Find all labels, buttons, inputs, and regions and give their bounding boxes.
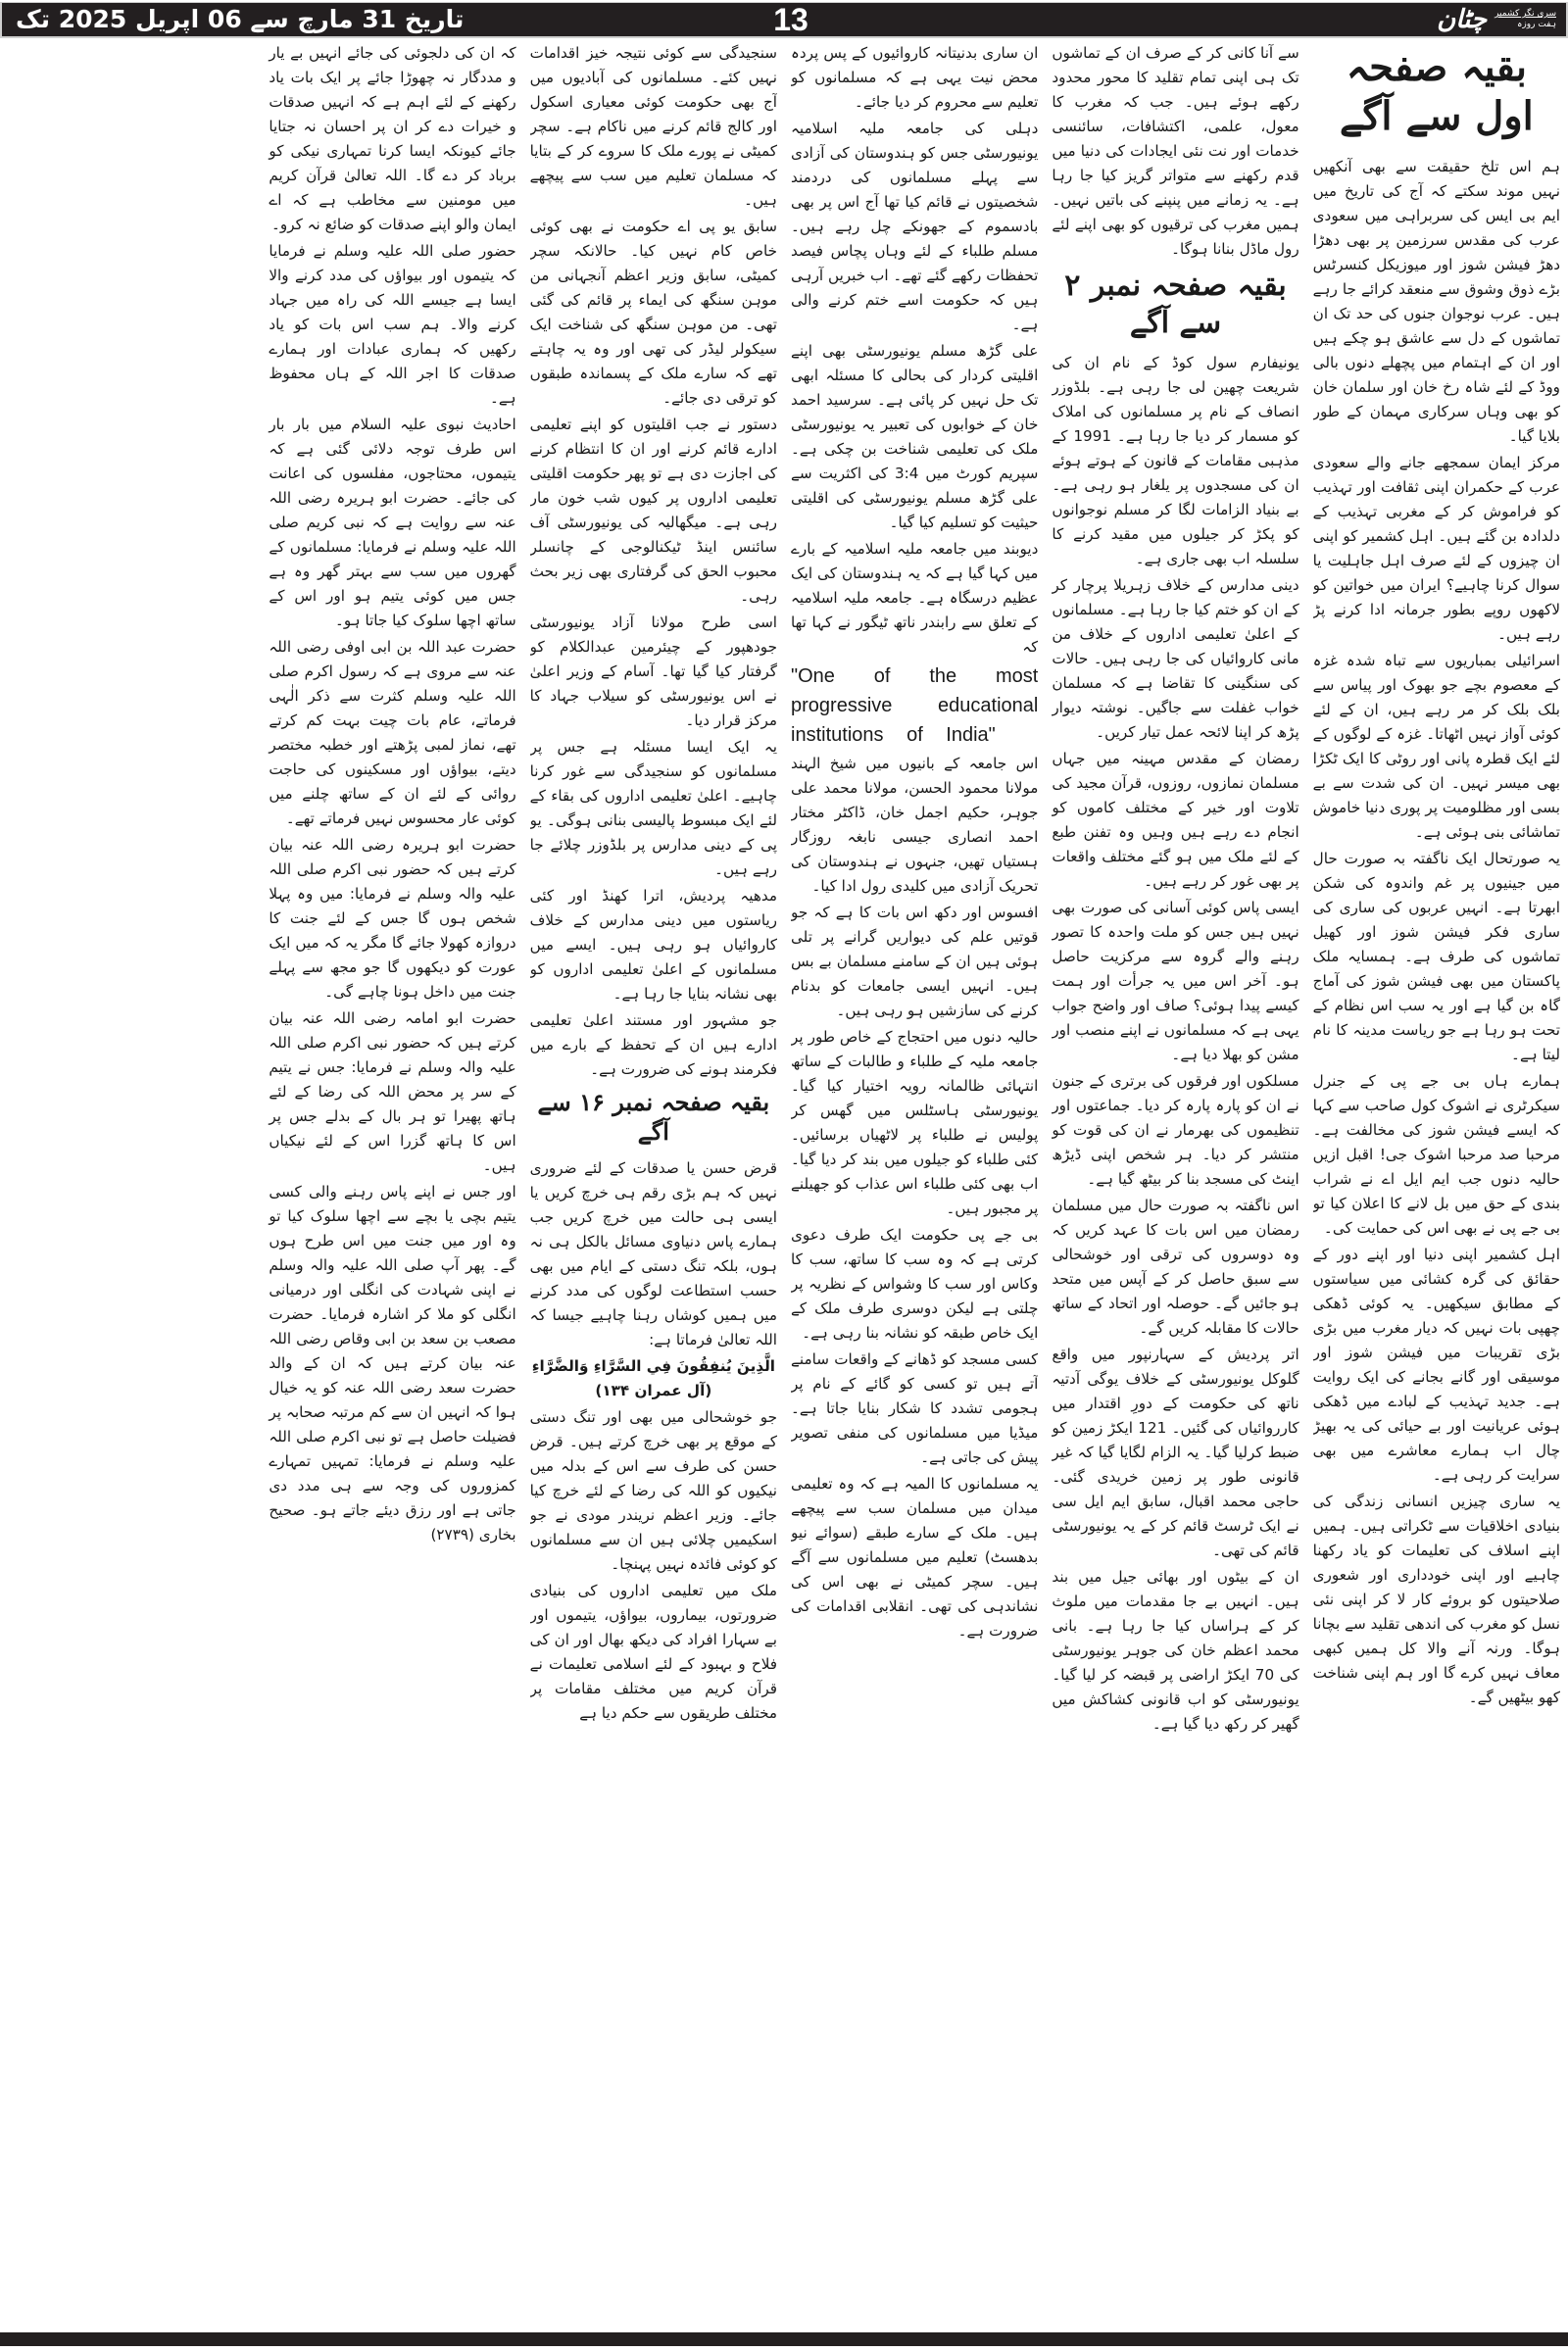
page-number: 13 bbox=[773, 2, 808, 37]
article-paragraph: حالیہ دنوں میں احتجاج کے خاص طور پر جامعہ ملیہ کے طلباء و طالبات کے ساتھ انتہائی ظالمانہ رویہ اختیار کیا گیا۔ یونیورسٹی ہاسٹلس میں گھس کر پولیس نے طلباء پر لاٹھیاں برسائیں۔ کئی طلباء کو جیلوں میں بند کر دیا گیا۔ اب بھی کئی طلباء اس عذاب کو جھیلنے پر مجبور ہیں۔ bbox=[791, 1028, 1039, 1217]
article-paragraph: اسرائیلی بمباریوں سے تباہ شدہ غزہ کے معصوم بچے جو بھوک اور پیاس سے بلک بلک کر مر رہے ہیں، ان کے لئے کوئی آواز نہیں اٹھاتا۔ غزہ کے لوگوں کے لئے ایک قطرہ پانی اور روٹی کا ایک ٹکڑا بھی میسر نہیں۔ ان کی شدت سے بے بسی اور مظلومیت پر پوری دنیا خاموش تماشائی بنی ہوئی ہے۔ bbox=[1312, 652, 1560, 841]
article-paragraph: ایسی پاس کوئی آسانی کی صورت بھی نہیں ہیں جس کو ملت واحدہ کا تصور رہنے والے گروہ سے مرکزیت حاصل ہو۔ آخر اس میں یہ جرأت اور ہمت کیسے پیدا ہوئی؟ صاف اور واضح جواب یہی ہے کہ مسلمانوں نے اپنے منصب اور مشن کو بھلا دیا ہے۔ bbox=[1052, 899, 1299, 1063]
quran-verse: الَّذِينَ يُنفِقُونَ فِي السَّرَّاءِ وَالضَّرَّاءِ (آل عمران ۱۳۴) bbox=[531, 1357, 775, 1399]
article-paragraph: بی جے پی حکومت ایک طرف دعوی کرتی ہے کہ وہ سب کا ساتھ، سب کا وکاس اور سب کا وشواس کے نظریہ پر چلتی ہے لیکن دوسری طرف ملک کے ایک خاص طبقہ کو نشانہ بنا رہی ہے۔ bbox=[791, 1226, 1039, 1342]
article-paragraph: سے آنا کانی کر کے صرف ان کے تماشوں تک ہی اپنی تمام تقلید کا محور محدود رکھے ہوئے ہیں۔ جب کہ مغرب کا معول، علمی، اکتشافات، سائنسی خدمات اور نت نئی ایجادات کی دنیا میں قدم رکھنے سے متواتر گریز کیا جا رہا ہے۔ یہ زمانے میں پنپنے کی باتیں نہیں۔ ہمیں مغرب کی ترقیوں کو بھی اپنے لئے رول ماڈل بنانا ہوگا۔ bbox=[1052, 44, 1299, 258]
article-paragraph: کہ ان کی دلجوئی کی جائے انہیں بے یار و مددگار نہ چھوڑا جائے پر ایک بات یاد رکھنے کے لئے اہم ہے کہ انہیں صدقات و خیرات دے کر ان پر احسان نہ جتایا جائے کیونکہ ایسا کرنا تمہاری نیکی کو برباد کر دے گا۔ اللہ تعالیٰ قرآن کریم میں مومنین سے مخاطب ہے کہ اے ایمان والو اپنے صدقات کو ضائع نہ کرو۔ bbox=[269, 44, 516, 233]
article-paragraph: دیوبند میں جامعہ ملیہ اسلامیہ کے بارے میں کہا گیا ہے کہ یہ ہندوستان کی ایک عظیم درسگاہ ہے۔ جامعہ ملیہ اسلامیہ کے تعلق سے رابندر ناتھ ٹیگور نے کہا تھا کہ bbox=[791, 540, 1039, 656]
article-paragraph: حضور صلی اللہ علیہ وسلم نے فرمایا کہ یتیموں اور بیواؤں کی مدد کرنے والا ایسا ہے جیسے اللہ کی راہ میں جہاد کرنے والا۔ ہم سب اس بات کو یاد رکھیں کہ ہماری عبادات اور ہمارے صدقات کا اجر اللہ کے ہاں محفوظ ہے۔ bbox=[269, 242, 516, 407]
article-paragraph: یہ مسلمانوں کا المیہ ہے کہ وہ تعلیمی میدان میں مسلمان سب سے پیچھے ہیں۔ ملک کے سارے طبقے (سوائے نیو بدھسٹ) تعلیم میں مسلمانوں سے آگے ہیں۔ سچر کمیٹی نے بھی اس کی نشاندہی کی تھی۔ انقلابی اقدامات کی ضرورت ہے۔ bbox=[791, 1475, 1039, 1640]
article-paragraph: مسلکوں اور فرقوں کی برتری کے جنون نے ان کو پارہ پارہ کر دیا۔ جماعتوں اور تنظیموں کی بھرمار نے ان کی قوت کو منتشر کر دیا۔ ہر شخص اپنی ڈیڑھ اینٹ کی مسجد بنا کر بیٹھ گیا ہے۔ bbox=[1052, 1072, 1299, 1188]
article-paragraph: ملک میں تعلیمی اداروں کی بنیادی ضرورتوں، بیماروں، بیواؤں، یتیموں اور بے سہارا افراد کی دیکھ بھال اور ان کی فلاح و بہبود کے لئے اسلامی تعلیمات نے قرآن کریم میں مختلف مقامات پر مختلف طریقوں سے حکم دیا ہے bbox=[529, 1582, 778, 1722]
logo-city: سری نگر کشمیر bbox=[1494, 9, 1556, 19]
article-paragraph: رمضان کے مقدس مہینہ میں جہاں مسلمان نمازوں، روزوں، قرآن مجید کی تلاوت اور خیر کے مختلف کاموں کو انجام دے رہے ہیں وہیں وہ تفنن طبع کے لئے ملک میں ہو گئے مختلف واقعات پر بھی غور کر رہے ہیں۔ bbox=[1052, 750, 1299, 890]
article-paragraph: جو مشہور اور مستند اعلیٰ تعلیمی ادارے ہیں ان کے تحفظ کے بارے میں فکرمند ہونے کی ضرورت ہے۔ bbox=[529, 1011, 778, 1078]
newspaper-logo bbox=[1437, 3, 1556, 36]
column-5-flow bbox=[8, 41, 516, 2315]
article-paragraph: حضرت ابو امامہ رضی اللہ عنہ بیان کرتے ہیں کہ حضور نبی اکرم صلی اللہ علیہ والہ وسلم نے فرمایا: جس نے یتیم کے سر پر محض اللہ کی رضا کے لئے ہاتھ پھیرا تو ہر بال کے بدلے جس پر اس کا ہاتھ گزرا اس کے لئے نیکیاں ہیں۔ bbox=[269, 1009, 516, 1174]
section-heading-page-2-continued: بقیہ صفحہ نمبر ۲ سے آگے bbox=[1064, 269, 1287, 340]
article-paragraph: اس ناگفتہ بہ صورت حال میں مسلمان رمضان میں اس بات کا عہد کریں کہ وہ دوسروں کی ترقی اور خوشحالی سے سبق حاصل کر کے آپس میں متحد ہو جائیں گے۔ حوصلہ اور اتحاد کے ساتھ حالات کا مقابلہ کریں گے۔ bbox=[1052, 1197, 1299, 1337]
article-paragraph: حضرت ابو ہریرہ رضی اللہ عنہ بیان کرتے ہیں کہ حضور نبی اکرم صلی اللہ علیہ والہ وسلم نے فرمایا: میں وہ پہلا شخص ہوں گا جس کے لئے جنت کا دروازہ کھولا جائے گا مگر یہ کہ میں ایک عورت کو دیکھوں گا جو مجھ سے پہلے جنت میں داخل ہونا چاہے گی۔ bbox=[269, 836, 516, 1001]
article-paragraph: ان کے بیٹوں اور بھائی جیل میں بند ہیں۔ انہیں بے جا مقدمات میں ملوث کر کے ہراساں کیا جا رہا ہے۔ بانی محمد اعظم خان کی جوہر یونیورسٹی کی 70 ایکڑ اراضی پر قبضہ کر لیا گیا۔ یونیورسٹی کو اب قانونی کشاکش میں گھیر کر رکھ دیا گیا ہے۔ bbox=[1052, 1568, 1299, 1733]
article-paragraph: مدھیہ پردیش، اترا کھنڈ اور کئی ریاستوں میں دینی مدارس کے خلاف کاروائیاں ہو رہی ہیں۔ ایسے میں مسلمانوں کے اعلیٰ تعلیمی اداروں کو بھی نشانہ بنایا جا رہا ہے۔ bbox=[529, 887, 778, 1003]
column-5 bbox=[8, 41, 516, 2315]
article-paragraph: اس جامعہ کے بانیوں میں شیخ الہند مولانا محمود الحسن، مولانا محمد علی جوہر، حکیم اجمل خان، ڈاکٹر مختار احمد انصاری جیسی نابغہ روزگار ہستیاں تھیں، جنہوں نے ہندوستان کی تحریک آزادی میں کلیدی رول ادا کیا۔ bbox=[791, 755, 1039, 895]
logo-frequency: ہفت روزہ bbox=[1517, 20, 1556, 29]
article-paragraph: سنجیدگی سے کوئی نتیجہ خیز اقدامات نہیں کئے۔ مسلمانوں کی آبادیوں میں آج بھی حکومت کوئی معیاری اسکول اور کالج قائم کرنے میں ناکام ہے۔ سچر کمیٹی نے پورے ملک کا سروے کر کے بتایا کہ مسلمان تعلیم میں سب سے پیچھے ہیں۔ bbox=[529, 44, 778, 209]
section-heading-page-16-continued: بقیہ صفحہ نمبر ۱۶ سے آگے bbox=[537, 1088, 770, 1146]
article-paragraph: حضرت عبد اللہ بن ابی اوفی رضی اللہ عنہ سے مروی ہے کہ رسول اکرم صلی اللہ علیہ وسلم کثرت سے ذکر الٰہی فرماتے، عام بات چیت بہت کم کرتے تھے، نماز لمبی پڑھتے اور خطبہ مختصر دیتے، بیواؤں اور مسکینوں کی حاجت روائی کے لئے ان کے ساتھ چلنے میں کوئی عار محسوس نہیں فرماتے تھے۔ bbox=[269, 638, 516, 827]
article-paragraph: جو خوشحالی میں بھی اور تنگ دستی کے موقع پر بھی خرچ کرتے ہیں۔ قرض حسن کی طرف سے اس کے بدلہ میں نیکیوں کو اللہ کی رضا کے لئے خرچ کیا جائے۔ وزیر اعظم نریندر مودی نے جو اسکیمیں چلائی ہیں ان سے مسلمانوں کو کوئی فائدہ نہیں پہنچا۔ bbox=[529, 1408, 778, 1573]
article-paragraph: یہ صورتحال ایک ناگفتہ بہ صورت حال میں جینیوں پر غم واندوہ کی شکن ابھرتا ہے۔ انہیں عربوں کی ساری کی ساری فکر فیشن شوز اور کھیل تماشوں کی طرف ہے۔ ہمسایہ ملک پاکستان میں بھی فیشن شوز کی آماج گاہ بن گیا ہے اور یہ سب اس نظام کے تحت ہو رہا ہے جو ریاست مدینہ کا نام لیتا ہے۔ bbox=[1312, 850, 1560, 1063]
column-4 bbox=[530, 41, 777, 2315]
article-paragraph: احادیث نبوی علیہ السلام میں بار بار اس طرف توجہ دلائی گئی ہے کہ یتیموں، محتاجوں، مفلسوں کی اعانت کی جائے۔ حضرت ابو ہریرہ رضی اللہ عنہ سے روایت ہے کہ نبی کریم صلی اللہ علیہ وسلم نے فرمایا: مسلمانوں کے گھروں میں سب سے بہتر گھر وہ ہے جس میں کوئی یتیم ہو اور اس کے ساتھ اچھا سلوک کیا جاتا ہو۔ bbox=[269, 416, 516, 629]
article-paragraph: اہل کشمیر اپنی دنیا اور اپنے دور کے حقائق کی گرہ کشائی میں سیاستوں کے مطابق سیکھیں۔ یہ کوئی ڈھکی چھپی بات نہیں کہ دیار مغرب میں بڑی بڑی تقریبات میں فیشن شوز اور موسیقی اور گانے بجانے کی ایک روایت ہے۔ جدید تہذیب کے لبادے میں ڈھکی ہوئی عریانیت اور بے حیائی کی یہ بھیڑ چال اب ہمارے معاشرے میں بھی سرایت کر رہی ہے۔ bbox=[1312, 1246, 1560, 1484]
english-quote: "One of the most progressive educational institutions of India" bbox=[791, 665, 1039, 746]
logo-title: چٹان bbox=[1437, 5, 1488, 34]
article-paragraph: یہ ایک ایسا مسئلہ ہے جس پر مسلمانوں کو سنجیدگی سے غور کرنا چاہیے۔ اعلیٰ تعلیمی اداروں کی بقاء کے لئے ایک مبسوط پالیسی بنانی ہوگی۔ یو پی کے دینی مدارس پر بلڈوزر چلائے جا رہے ہیں۔ bbox=[529, 738, 778, 878]
article-paragraph: دینی مدارس کے خلاف زہریلا پرچار کر کے ان کو ختم کیا جا رہا ہے۔ مسلمانوں کے اعلیٰ تعلیمی اداروں کے خلاف من مانی کاروائیاں کی جا رہی ہیں۔ حالات کی سنگینی کا تقاضا ہے کہ مسلمان خواب غفلت سے جاگیں۔ نوشتہ دیوار پڑھ کر اپنا لائحہ عمل تیار کریں۔ bbox=[1052, 576, 1299, 741]
section-heading-front-page-continued: بقیہ صفحہ اول سے آگے bbox=[1339, 44, 1534, 139]
article-paragraph: دہلی کی جامعہ ملیہ اسلامیہ یونیورسٹی جس کو ہندوستان کی آزادی سے پہلے مسلمانوں کی دردمند شخصیتوں نے قائم کیا تھا آج اس پر بھی بادسموم کے جھونکے چل رہے ہیں۔ مسلم طلباء کے لئے وہاں پچاس فیصد تحفظات رکھے گئے تھے۔ اب خبریں آرہی ہیں کہ حکومت اسے ختم کرنے والی ہے۔ bbox=[791, 120, 1039, 333]
article-paragraph: اتر پردیش کے سہارنپور میں واقع گلوکل یونیورسٹی کے خلاف یوگی آدتیہ ناتھ کی حکومت کے دورِ اقتدار میں کارروائیاں کی گئیں۔ 121 ایکڑ زمین کو ضبط کرلیا گیا۔ یہ الزام لگایا گیا کہ غیر قانونی طور پر زمین خریدی گئی۔ حاجی محمد اقبال، سابق ایم ایل سی نے ایک ٹرسٹ قائم کر کے یہ یونیورسٹی قائم کی تھی۔ bbox=[1052, 1346, 1299, 1559]
article-paragraph: ان ساری بدنیتانہ کاروائیوں کے پس پردہ محض نیت یہی ہے کہ مسلمانوں کو تعلیم سے محروم کر دیا جائے۔ bbox=[791, 44, 1039, 111]
article-paragraph: اور جس نے اپنے پاس رہنے والی کسی یتیم بچی یا بچے سے اچھا سلوک کیا تو وہ اور میں جنت میں اس طرح ہوں گے۔ پھر آپ صلی اللہ علیہ والہ وسلم نے اپنی شہادت کی انگلی اور درمیانی انگلی کو ملا کر اشارہ فرمایا۔ حضرت مصعب بن سعد بن ابی وقاص رضی اللہ عنہ بیان کرتے ہیں کہ ان کے والد حضرت سعد رضی اللہ عنہ کو یہ خیال ہوا کہ انہیں ان سے کم مرتبہ صحابہ پر فضیلت حاصل ہے تو نبی اکرم صلی اللہ علیہ وسلم نے فرمایا: تمہیں تمہارے کمزوروں کی وجہ سے ہی مدد دی جاتی ہے اور رزق دیئے جاتے ہو۔ صحیح بخاری (۲۷۳۹) bbox=[269, 1183, 516, 1544]
article-paragraph: مرکز ایمان سمجھے جانے والے سعودی عرب کے حکمران اپنی ثقافت اور تہذیب کو فراموش کر کے مغربی تہذیب کے دلدادہ بن گئے ہیں۔ اہل کشمیر کو اپنی ان چیزوں کے لئے صرف اہل جاہلیت یا سوال کرنا چاہیے؟ ایران میں خواتین کو لاکھوں روپے بطور جرمانہ ادا کرنے پڑ رہے ہیں۔ bbox=[1312, 454, 1560, 643]
column-3 bbox=[791, 41, 1038, 2315]
article-paragraph: کسی مسجد کو ڈھانے کے واقعات سامنے آتے ہیں تو کسی کو گائے کے نام پر ہجومی تشدد کا شکار بنایا جاتا ہے۔ میڈیا میں مسلمانوں کی منفی تصویر پیش کی جاتی ہے۔ bbox=[791, 1350, 1039, 1466]
article-paragraph: اسی طرح مولانا آزاد یونیورسٹی جودھپور کے چیئرمین عبدالکلام کو گرفتار کیا گیا تھا۔ آسام کے وزیر اعلیٰ نے اس یونیورسٹی کو سیلاب جہاد کا مرکز قرار دیا۔ bbox=[529, 613, 778, 729]
article-paragraph: یونیفارم سول کوڈ کے نام ان کی شریعت چھین لی جا رہی ہے۔ بلڈوزر انصاف کے نام پر مسلمانوں کی املاک کو مسمار کر دیا جا رہا ہے۔ 1991 کے مذہبی مقامات کے قانون کے ہوتے ہوئے ان کی مسجدوں پر یلغار ہو رہی ہے۔ بے بنیاد الزامات لگا کر مسلم نوجوانوں کو پکڑ کر جیلوں میں مقید کرنے کا سلسلہ اب بھی جاری ہے۔ bbox=[1052, 354, 1299, 567]
column-1 bbox=[1313, 41, 1560, 2315]
article-paragraph: افسوس اور دکھ اس بات کا ہے کہ جو قوتیں علم کی دیواریں گرانے پر تلی ہوئی ہیں ان کے سامنے مسلمان بے بس ہیں۔ انہیں ایسی جامعات کو بدنام کرنے کی سازشیں ہو رہی ہیں۔ bbox=[791, 904, 1039, 1019]
article-paragraph: علی گڑھ مسلم یونیورسٹی بھی اپنے اقلیتی کردار کی بحالی کا مسئلہ ابھی تک حل نہیں کر پائی ہے۔ سرسید احمد خان کے خوابوں کی تعبیر یہ یونیورسٹی ملک کی تعلیمی شناخت بن چکی ہے۔ سپریم کورٹ میں 3:4 کی اکثریت سے علی گڑھ مسلم یونیورسٹی کی اقلیتی حیثیت کو تسلیم کیا گیا۔ bbox=[791, 342, 1039, 531]
article-paragraph: ہمارے ہاں بی جے پی کے جنرل سیکرٹری نے اشوک کول صاحب سے کہا کہ ایسے فیشن شوز کی مخالفت ہے۔ مرحبا صد مرحبا اشوک جی! اقبل ازیں حالیہ دنوں جب ایم ایل اے نے شراب بندی کے حق میں بل لانے کا اعلان کیا تو بی جے پی نے بھی اس کی حمایت کی۔ bbox=[1312, 1072, 1560, 1237]
footer-bar bbox=[0, 2332, 1568, 2346]
article-paragraph: ہم اس تلخ حقیقت سے بھی آنکھیں نہیں موند سکتے کہ آج کی تاریخ میں ایم بی ایس کی سربراہی میں سعودی عرب کی مقدس سرزمین پر بھی دھڑا دھڑ فیشن شوز اور میوزیکل کنسرٹس بڑے ذوق وشوق سے منعقد کرائے جا رہے ہیں۔ عرب نوجوان جنوں کی حد تک ان تماشوں کے دل سے عاشق ہو چکے ہیں اور ان کے اہتمام میں پچھلے دنوں بالی ووڈ کے لئے شاہ رخ خان اور سلمان خان کو بھی وہاں سرکاری مہمان کے طور بلایا گیا۔ bbox=[1312, 158, 1560, 445]
logo-subtext bbox=[1494, 9, 1556, 30]
article-paragraph: یہ ساری چیزیں انسانی زندگی کی بنیادی اخلاقیات سے ٹکراتی ہیں۔ ہمیں اپنے اسلاف کی تعلیمات کو یاد رکھنا چاہیے اور اپنی خودداری اور شعوری صلاحیتوں کو بروئے کار لا کر اپنی نئی نسل کو مغرب کی اندھی تقلید سے بچانا ہوگا۔ ورنہ آنے والا کل ہمیں کبھی معاف نہیں کرے گا اور ہم اپنی شناخت کھو بیٹھیں گے۔ bbox=[1312, 1493, 1560, 1706]
newspaper-page bbox=[8, 41, 1560, 2315]
issue-date-range: تاریخ 31 مارچ سے 06 اپریل 2025 تک bbox=[16, 5, 465, 33]
article-paragraph: قرض حسن یا صدقات کے لئے ضروری نہیں کہ ہم بڑی رقم ہی خرچ کریں یا ایسی ہی حالت میں خرچ کریں جب ہمارے پاس دنیاوی مسائل بالکل ہی نہ ہوں، بلکہ تنگ دستی کے ایام میں بھی حسب استطاعت لوگوں کی مدد کرنے میں ہمیں کوشاں رہنا چاہیے جیسا کہ اللہ تعالیٰ فرماتا ہے: bbox=[529, 1159, 778, 1348]
article-paragraph: دستور نے جب اقلیتوں کو اپنے تعلیمی ادارے قائم کرنے اور ان کا انتظام کرنے کی اجازت دی ہے تو پھر حکومت اقلیتی تعلیمی اداروں پر کیوں شب خون مار رہی ہے۔ میگھالیہ کی یونیورسٹی آف سائنس اینڈ ٹیکنالوجی کے چانسلر محبوب الحق کی گرفتاری بھی زیر بحث رہی۔ bbox=[529, 416, 778, 605]
article-paragraph: سابق یو پی اے حکومت نے بھی کوئی خاص کام نہیں کیا۔ حالانکہ سچر کمیٹی، سابق وزیر اعظم آنجہانی من موہن سنگھ کی ایماء پر قائم کی گئی تھی۔ من موہن سنگھ کی شناخت ایک سیکولر لیڈر کی تھی اور وہ یہ چاہتے تھے کہ سارے ملک کے پسماندہ طبقوں کو ترقی دی جائے۔ bbox=[529, 218, 778, 407]
column-2 bbox=[1052, 41, 1298, 2315]
masthead bbox=[0, 2, 1568, 38]
